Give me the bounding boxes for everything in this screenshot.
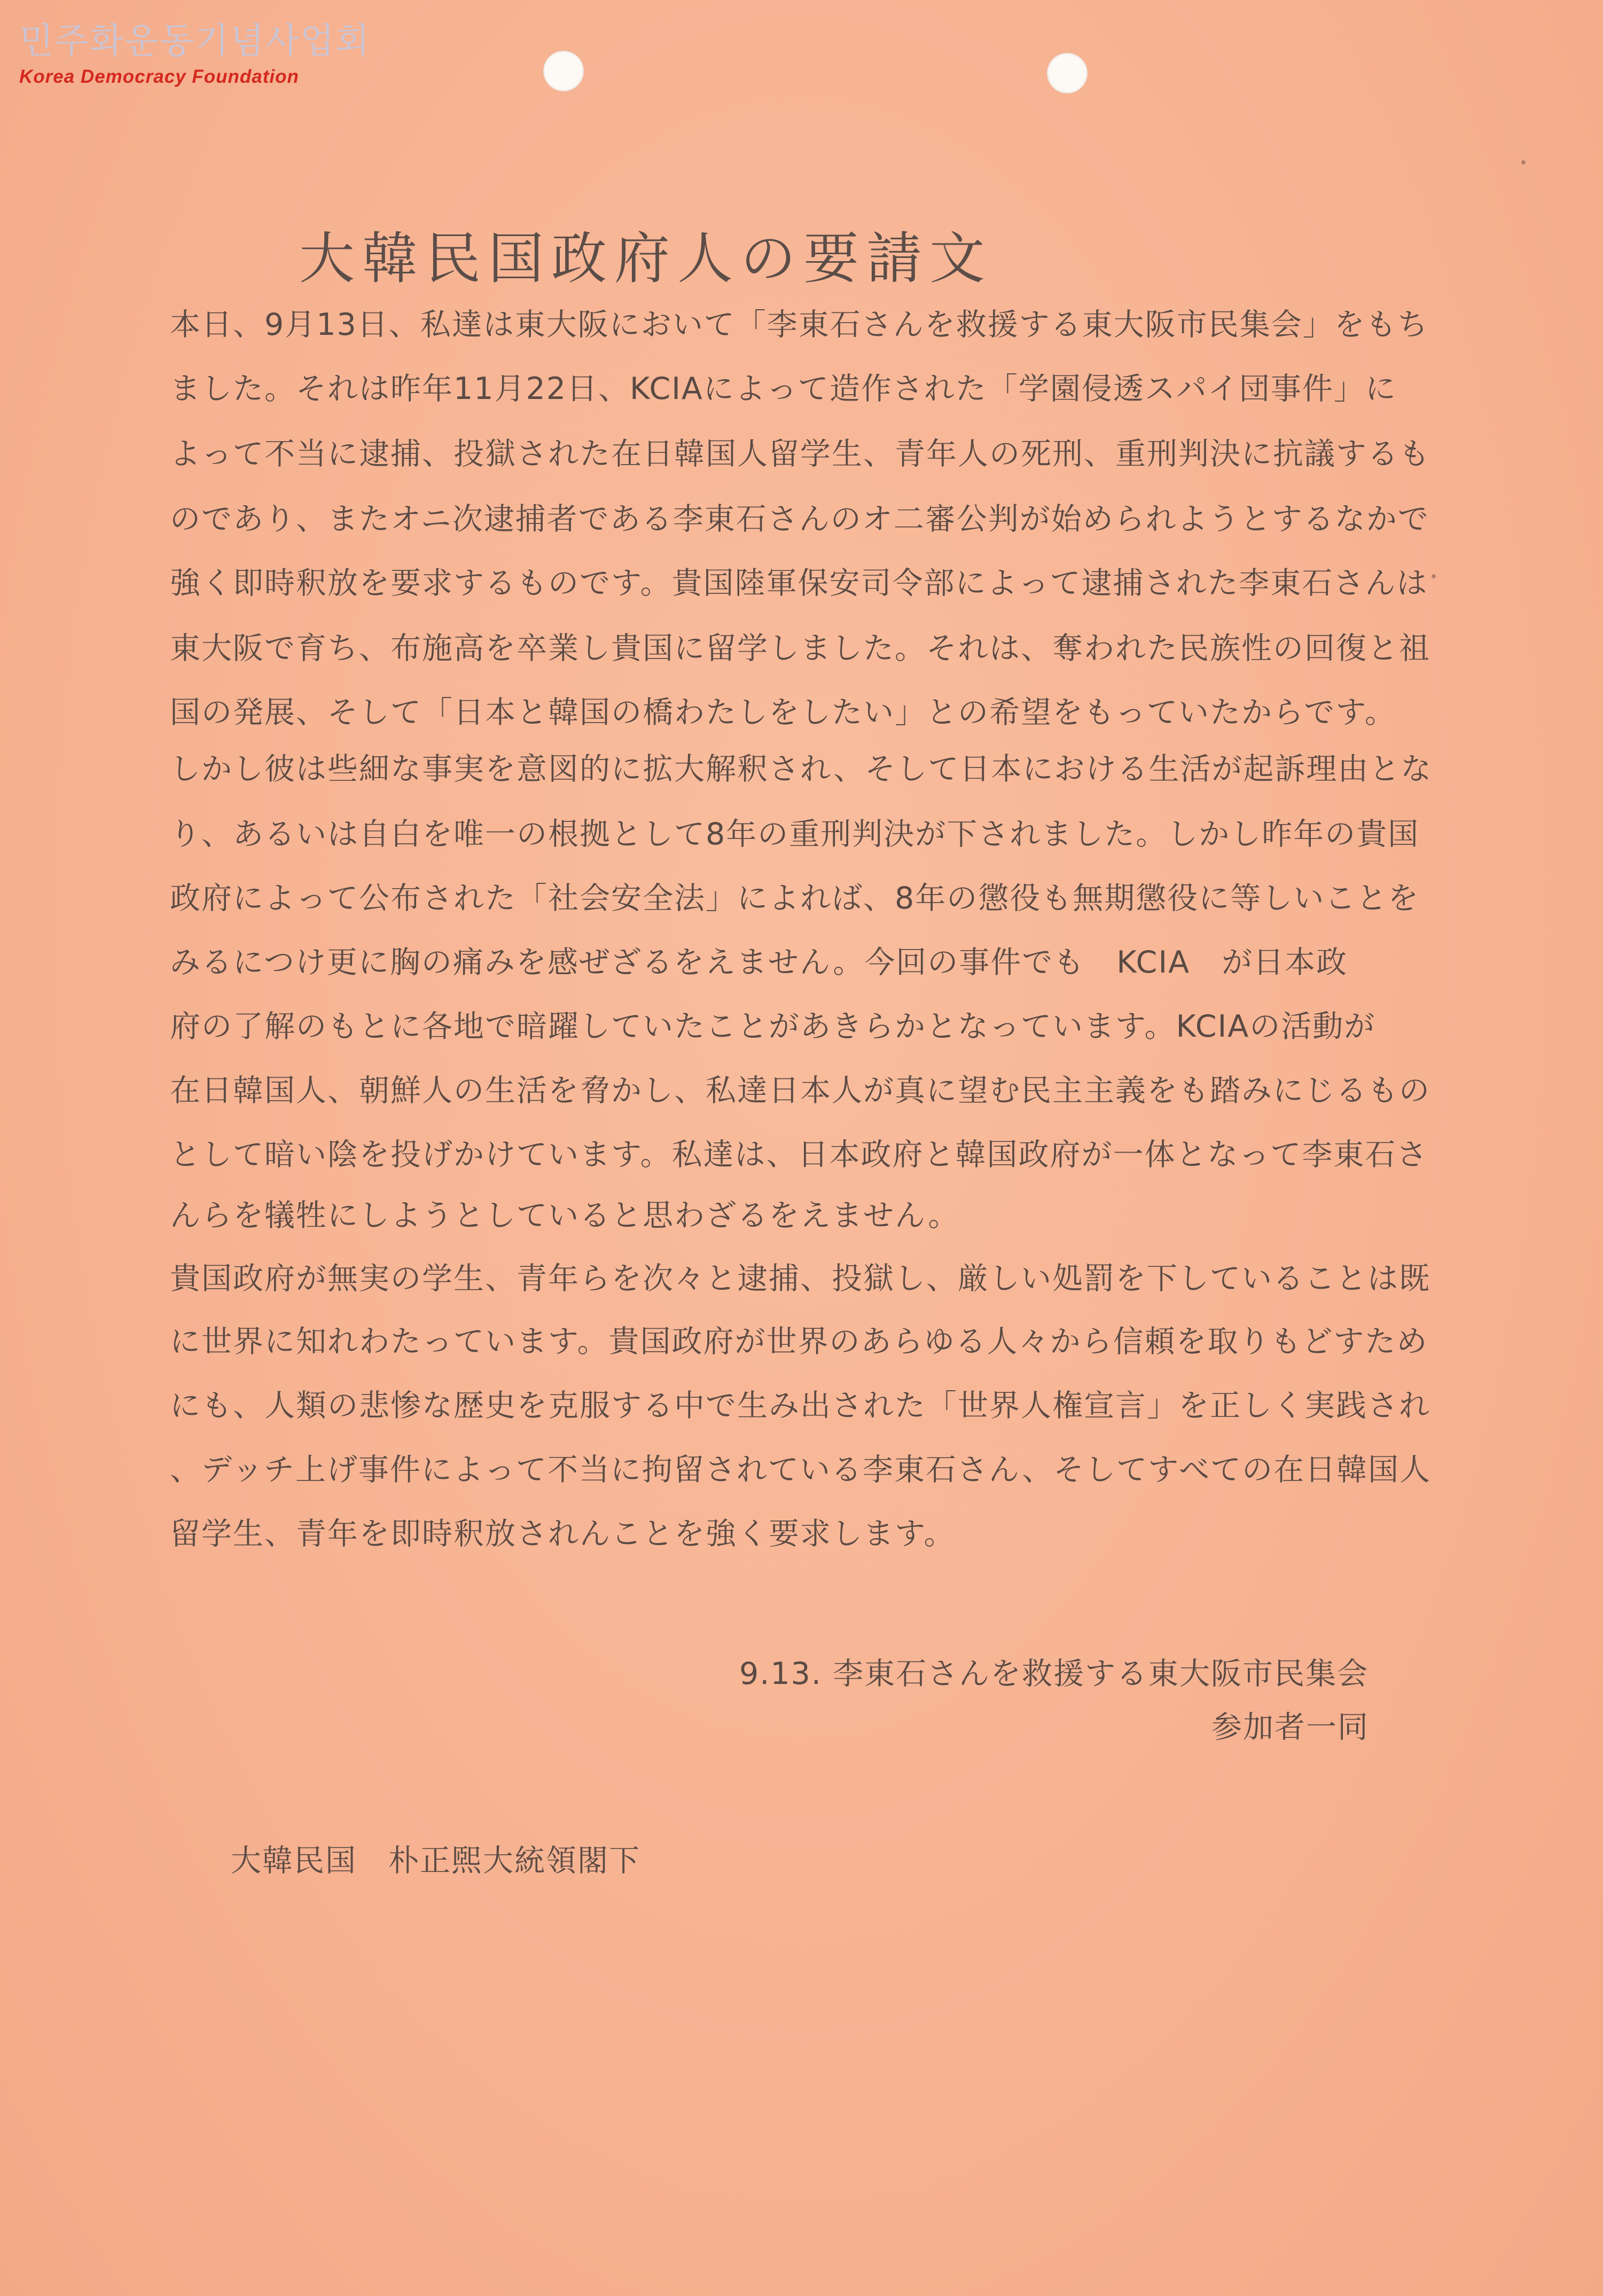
body-line: 東大阪で育ち、布施高を卒業し貴国に留学しました。それは、奪われた民族性の回復と祖 (170, 631, 1430, 666)
paper-speck (1432, 574, 1436, 578)
body-line: みるにつけ更に胸の痛みを感ぜざるをえません。今回の事件でも KCIA が日本政 (170, 945, 1348, 980)
signature-participants: 参加者一同 (1211, 1710, 1369, 1745)
punch-hole-right (1047, 53, 1088, 93)
body-line: んらを犠牲にしようとしていると思わざるをえません。 (170, 1198, 960, 1233)
addressee: 大韓民国 朴正煕大統領閣下 (231, 1843, 640, 1878)
foundation-watermark (19, 20, 371, 88)
paper-speck (1521, 160, 1526, 164)
document-title: 大韓民国政府人の要請文 (299, 226, 993, 291)
body-line: り、あるいは自白を唯一の根拠として8年の重刑判決が下されました。しかし昨年の貴国 (170, 817, 1420, 852)
body-line: ました。それは昨年11月22日、KCIAによって造作された「学園侵透スパイ団事件」に (170, 371, 1397, 406)
body-line: 政府によって公布された「社会安全法」によれば、8年の懲役も無期懲役に等しいことを (170, 881, 1420, 916)
body-line: 貴国政府が無実の学生、青年らを次々と逮捕、投獄し、厳しい処罰を下していることは既 (170, 1261, 1430, 1296)
body-line: に世界に知れわたっています。貴国政府が世界のあらゆる人々から信頼を取りもどすため (170, 1324, 1428, 1359)
body-line: 国の発展、そして「日本と韓国の橋わたしをしたい」との希望をもっていたからです。 (170, 695, 1396, 730)
body-line: 強く即時釈放を要求するものです。貴国陸軍保安司令部によって逮捕された李東石さんは (170, 566, 1428, 601)
body-line: しかし彼は些細な事実を意図的に拡大解釈され、そして日本における生活が起訴理由とな (170, 751, 1433, 787)
body-line: よって不当に逮捕、投獄された在日韓国人留学生、青年人の死刑、重刑判決に抗議するも (170, 436, 1430, 472)
body-line: のであり、またオニ次逮捕者である李東石さんのオ二審公判が始められようとするなかで (170, 501, 1429, 537)
signature-organization: 9.13. 李東石さんを救援する東大阪市民集会 (739, 1656, 1369, 1691)
body-line: として暗い陰を投げかけています。私達は、日本政府と韓国政府が一体となって李東石さ (170, 1137, 1428, 1172)
watermark-korean: 민주화운동기념사업회 (19, 20, 371, 61)
watermark-english: Korea Democracy Foundation (19, 66, 299, 87)
body-line: 本日、9月13日、私達は東大阪において「李東石さんを救援する東大阪市民集会」をもち (170, 307, 1429, 342)
body-line: にも、人類の悲惨な歴史を克服する中で生み出された「世界人権宣言」を正しく実践され (170, 1388, 1430, 1423)
punch-hole-left (543, 51, 584, 91)
body-line: 留学生、青年を即時釈放されんことを強く要求します。 (170, 1516, 956, 1551)
body-line: 在日韓国人、朝鮮人の生活を脅かし、私達日本人が真に望む民主主義をも踏みにじるもの (170, 1073, 1430, 1108)
body-line: 、デッチ上げ事件によって不当に拘留されている李東石さん、そしてすべての在日韓国人 (170, 1452, 1432, 1487)
body-line: 府の了解のもとに各地で暗躍していたことがあきらかとなっています。KCIAの活動が (170, 1009, 1376, 1044)
